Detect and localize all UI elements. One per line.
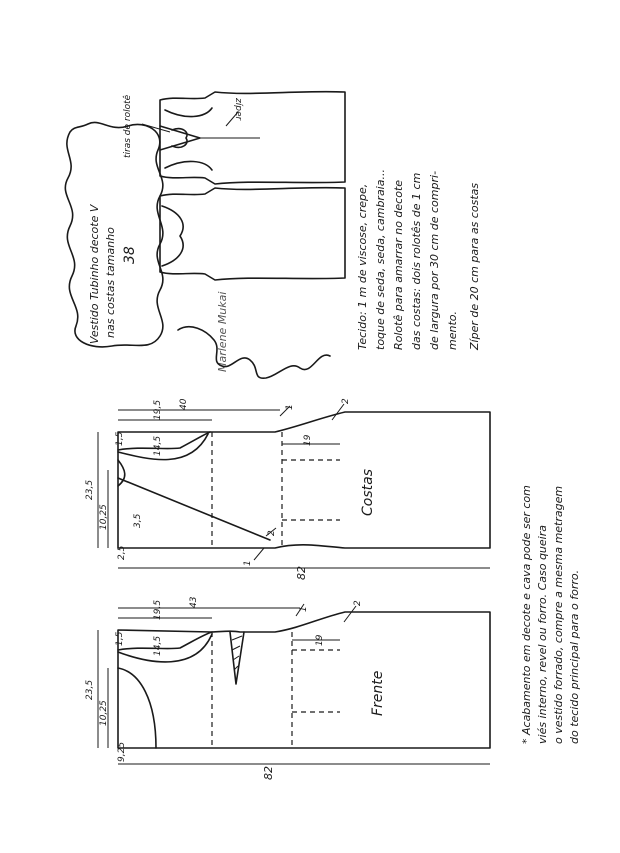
back-dim-neck: 14,5 [153, 435, 163, 456]
back-dim-side: 19,5 [153, 399, 163, 420]
front-pattern [85, 596, 490, 780]
front-dim-neck: 14,5 [153, 635, 163, 656]
back-slit-mark: 2 [267, 530, 277, 536]
back-dim-lower-width: 10,25 [99, 504, 109, 530]
front-dim-neck-depth: 9,25 [117, 741, 127, 762]
front-dim-waist-length: 19 [315, 634, 325, 646]
note-line-2: viés interno, revel ou forro. Caso queira [536, 525, 549, 744]
label-zipper: zíper [233, 98, 243, 121]
materials-line-4: das costas: dois rolotês de 1 cm [410, 172, 423, 350]
back-dim-center-mark: 2,5 [117, 545, 127, 560]
back-dim-half-width: 23,5 [85, 479, 95, 500]
front-dim-half-width: 23,5 [85, 679, 95, 700]
title-size: 38 [122, 246, 138, 264]
materials-line-5: de largura por 30 cm de compri- [428, 170, 441, 350]
dress-sketch [122, 92, 345, 280]
back-point-2: 2 [341, 398, 351, 404]
finishing-note [520, 485, 581, 744]
materials-line-2: toque de seda, seda, cambraia... [374, 169, 387, 350]
title-line-1: Vestido Tubinho decote V [88, 204, 101, 344]
back-dim-dart-mark: 3,5 [133, 513, 143, 528]
back-pattern [85, 398, 490, 580]
front-dim-lower-width: 10,25 [99, 700, 109, 726]
front-dim-top-left: 43 [189, 596, 199, 608]
title-cloud [65, 122, 163, 346]
back-dim-top-left: 40 [179, 398, 189, 410]
materials-line-1: Tecido: 1 m de viscose, crepe, [356, 183, 369, 350]
front-dim-side: 19,5 [153, 599, 163, 620]
back-bottom-mark: 1 [243, 560, 253, 566]
title-line-2: nas costas tamanho [104, 227, 117, 338]
signature-text: Marlene Mukai [216, 291, 229, 372]
designer-signature [178, 292, 330, 379]
front-point-1: 1 [299, 606, 309, 612]
front-dim-shoulder-drop: 1,5 [115, 631, 125, 646]
note-line-1: * Acabamento em decote e cava pode ser com [520, 485, 533, 744]
front-dim-total-length: 82 [262, 766, 275, 780]
front-point-2: 2 [353, 600, 363, 606]
materials-line-6: mento. [446, 311, 459, 350]
front-piece-label: Frente [370, 670, 386, 716]
back-dim-shoulder-drop: 1,5 [115, 431, 125, 446]
back-point-1: 1 [285, 404, 295, 410]
materials-block [356, 169, 481, 351]
note-line-4: do tecido principal para o forro. [568, 569, 581, 744]
materials-line-3: Rolotê para amarrar no decote [392, 179, 405, 350]
note-line-3: o vestido forrado, compre a mesma metragem [552, 485, 565, 744]
back-piece-label: Costas [360, 469, 376, 516]
back-dim-waist-length: 19 [303, 434, 313, 446]
back-dim-total-length: 82 [295, 566, 308, 580]
materials-line-7: Zíper de 20 cm para as costas [468, 182, 481, 350]
label-rolote-ties: tiras de rolotê [123, 94, 133, 158]
